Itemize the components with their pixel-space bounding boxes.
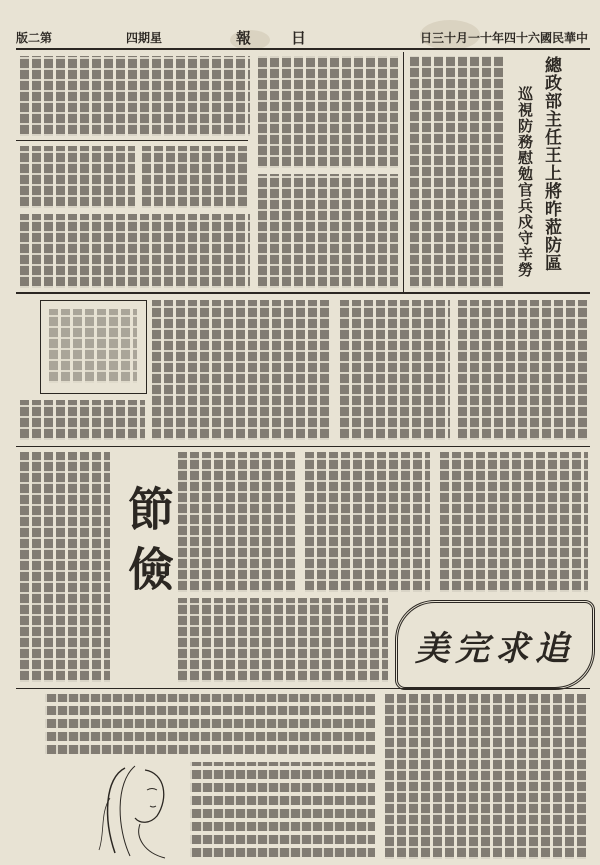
essay-title: 節儉 bbox=[121, 485, 175, 605]
feature-title: 追求完美 bbox=[415, 628, 575, 669]
section-rule bbox=[16, 688, 590, 689]
column-rule bbox=[403, 52, 404, 292]
woman-sketch-illustration bbox=[95, 758, 187, 860]
box-text bbox=[49, 309, 137, 383]
feature-text-block bbox=[45, 694, 375, 754]
feature-text-block bbox=[385, 694, 588, 859]
article-text-block bbox=[20, 400, 145, 440]
masthead bbox=[16, 26, 588, 48]
article-text-block bbox=[20, 146, 135, 208]
edition-label: 第二版 bbox=[16, 30, 53, 45]
article-text-block bbox=[340, 300, 450, 440]
issue-date: 中華民國六十四年十一月十三日 bbox=[419, 30, 588, 45]
article-text-block bbox=[305, 452, 430, 592]
article-text-block bbox=[410, 56, 506, 288]
short-comment-box bbox=[40, 300, 147, 394]
section-rule bbox=[16, 292, 590, 294]
essay-text-block bbox=[178, 452, 298, 592]
feature-title-box bbox=[395, 600, 595, 690]
masthead-rule bbox=[16, 48, 590, 50]
section-rule bbox=[16, 140, 248, 141]
essay-text-block bbox=[20, 452, 110, 682]
lead-headline-2: 巡視防務慰勉官兵戍守辛勞 bbox=[516, 86, 534, 278]
article-text-block bbox=[152, 300, 332, 440]
article-text-block bbox=[142, 146, 250, 208]
lead-headline-1: 總政部主任王上將昨蒞防區 bbox=[541, 56, 561, 272]
article-text-block bbox=[458, 300, 588, 440]
article-text-block bbox=[20, 56, 250, 136]
article-text-block bbox=[258, 174, 398, 288]
essay-text-block bbox=[178, 598, 388, 682]
feature-text-block bbox=[190, 762, 375, 857]
section-rule bbox=[16, 446, 590, 447]
article-text-block bbox=[258, 56, 398, 168]
article-text-block bbox=[20, 214, 250, 288]
weekday-label: 星期四 bbox=[125, 30, 162, 45]
article-text-block bbox=[440, 452, 588, 592]
newspaper-name: 日報 bbox=[235, 28, 346, 47]
